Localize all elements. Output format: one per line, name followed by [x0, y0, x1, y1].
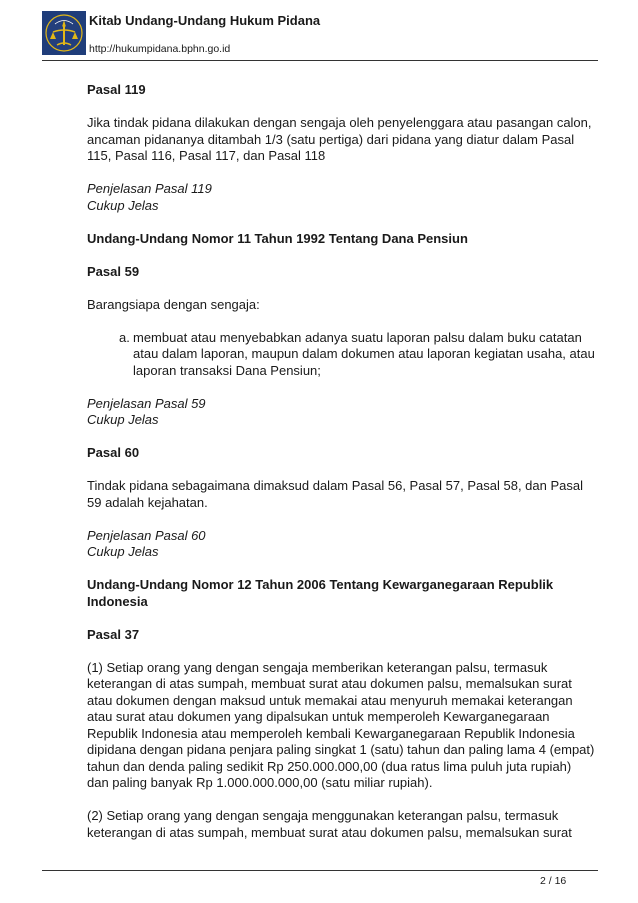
law-heading: Undang-Undang Nomor 11 Tahun 1992 Tentang Dana Pensiun	[87, 230, 468, 246]
explanation-text: Cukup Jelas	[87, 412, 159, 427]
list-item	[119, 330, 595, 380]
explanation-heading: Penjelasan Pasal 119	[87, 181, 212, 196]
paragraph: Jika tindak pidana dilakukan dengan sengaja oleh penyelenggara atau pasangan calon, ancaman pidananya ditambah 1/3 (satu pertiga) dari pidana yang diatur dalam Pasal 115, Pasal 116, Pasal 117, dan Pasal 118	[87, 115, 592, 163]
page-number: 2 / 16	[540, 875, 567, 887]
explanation-text: Cukup Jelas	[87, 197, 159, 213]
page-content	[87, 82, 595, 841]
paragraph: Tindak pidana sebagaimana dimaksud dalam Pasal 56, Pasal 57, Pasal 58, dan Pasal 59 adalah kejahatan.	[87, 478, 583, 510]
source-url: http://hukumpidana.bphn.go.id	[89, 43, 231, 55]
explanation-text: Cukup Jelas	[87, 544, 159, 559]
section-heading: Pasal 60	[87, 445, 140, 460]
section-heading: Pasal 119	[87, 82, 146, 97]
paragraph: Barangsiapa dengan sengaja:	[87, 296, 260, 312]
list-marker: a.	[119, 329, 130, 345]
page-header	[42, 11, 598, 59]
law-heading: Undang-Undang Nomor 12 Tahun 2006 Tentang Kewarganegaraan Republik Indonesia	[87, 577, 554, 609]
section-heading: Pasal 37	[87, 626, 140, 642]
paragraph: (2) Setiap orang yang dengan sengaja menggunakan keterangan palsu, termasuk keterangan di atas sumpah, membuat surat atau dokumen palsu, memalsukan surat	[87, 808, 572, 840]
paragraph: (1) Setiap orang yang dengan sengaja memberikan keterangan palsu, termasuk keterangan di atas sumpah, membuat surat atau dokumen palsu, memalsukan surat atau dokumen dengan maksud untuk memakai atau menyuruh memakai keterangan atau surat atau dokumen yang dipalsukan untuk memperoleh Kewarganegaraan Republik Indonesia atau memperoleh kembali Kewarganegaraan Republik Indonesia dipidana dengan pidana penjara paling singkat 1 (satu) tahun dan paling lama 4 (empat) tahun dan denda paling sedikit Rp 250.000.000,00 (dua ratus lima puluh juta rupiah) dan paling banyak Rp 1.000.000.000,00 (satu miliar rupiah).	[87, 659, 595, 790]
document-title: Kitab Undang-Undang Hukum Pidana	[89, 13, 321, 28]
explanation-heading: Penjelasan Pasal 60	[87, 527, 206, 543]
list-item-text: membuat atau menyebabkan adanya suatu laporan palsu dalam buku catatan atau dalam laporan, maupun dalam dokumen atau laporan kegiatan usaha, atau laporan transaksi Dana Pensiun;	[133, 329, 595, 378]
section-heading: Pasal 59	[87, 263, 140, 279]
footer-divider	[42, 870, 598, 871]
ministry-logo-icon	[42, 11, 86, 55]
explanation-heading: Penjelasan Pasal 59	[87, 395, 206, 411]
header-divider	[42, 60, 598, 61]
